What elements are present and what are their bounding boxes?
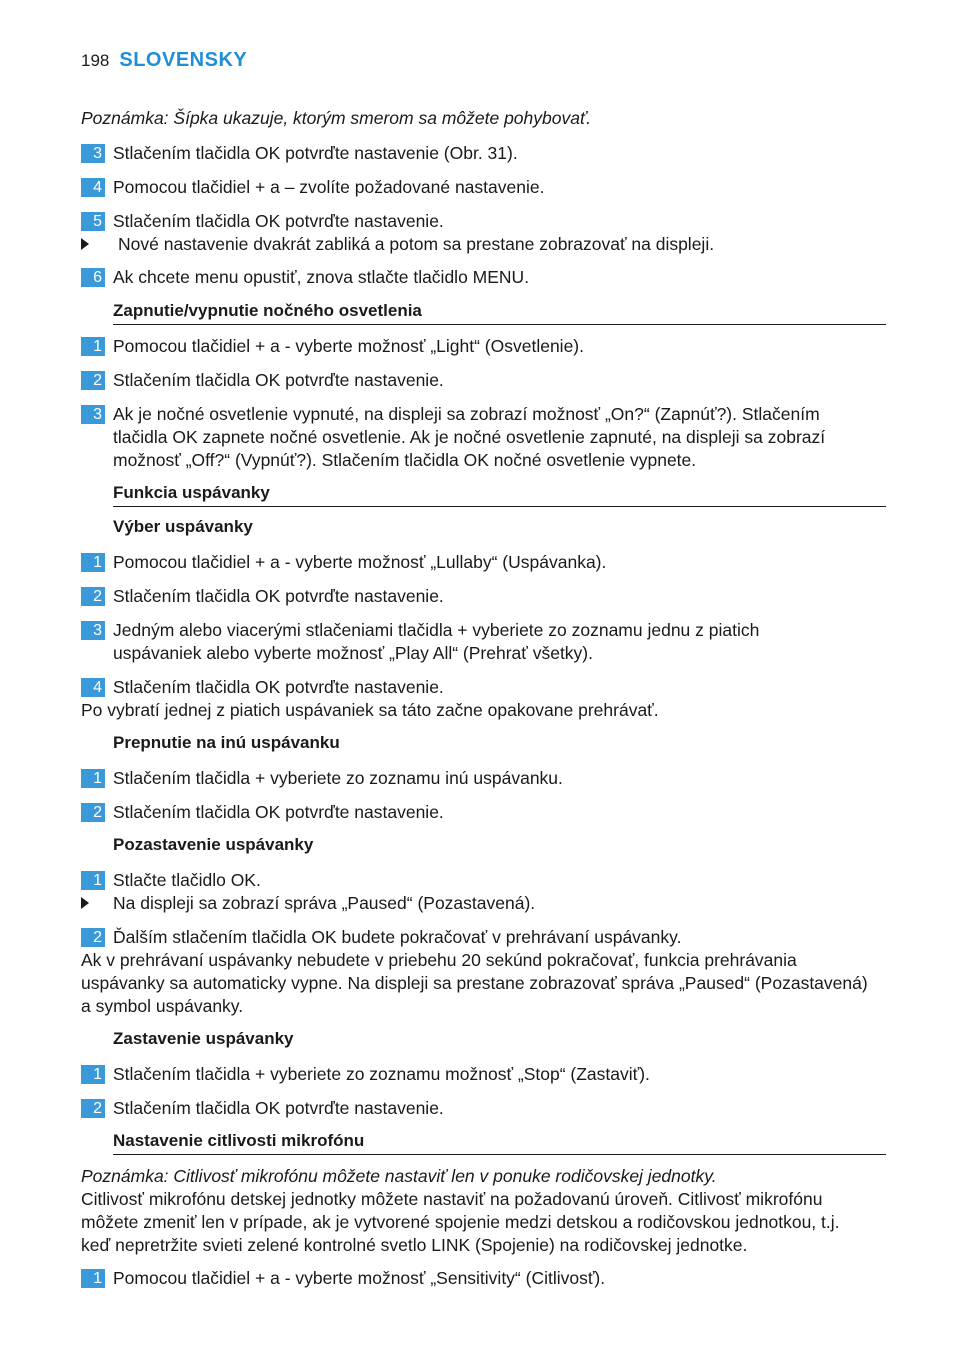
step-text: Pomocou tlačidiel + a – zvolíte požadované nastavenie.: [113, 177, 545, 197]
step-badge: 1: [81, 1269, 105, 1288]
step-text: Stlačením tlačidla OK potvrďte nastavenie.: [113, 586, 444, 606]
step-text: Stlačením tlačidla OK potvrďte nastavenie.: [113, 211, 444, 231]
step-text: Stlačením tlačidla OK potvrďte nastavenie.: [113, 802, 444, 822]
step-badge: 3: [81, 144, 105, 163]
result-arrow-icon: [81, 897, 89, 909]
step-text: tlačidla OK zapnete nočné osvetlenie. Ak je nočné osvetlenie zapnuté, na displeji sa zobrazí: [113, 427, 826, 447]
subheading-pause: Pozastavenie uspávanky: [113, 835, 314, 854]
body-text: uspávanky sa automaticky vypne. Na displeji sa prestane zobrazovať správa „Paused“ (Pozastavená): [81, 973, 868, 993]
step-badge: 3: [81, 621, 105, 640]
step-badge: 1: [81, 553, 105, 572]
step-text: Stlačením tlačidla + vyberiete zo zoznamu možnosť „Stop“ (Zastaviť).: [113, 1064, 650, 1084]
step-text: Pomocou tlačidiel + a - vyberte možnosť „Light“ (Osvetlenie).: [113, 336, 584, 356]
step-text: uspávaniek alebo vyberte možnosť „Play All“ (Prehrať všetky).: [113, 643, 593, 663]
step-badge: 1: [81, 769, 105, 788]
section-heading-lullaby: Funkcia uspávanky: [113, 482, 886, 507]
step-text: Stlačením tlačidla OK potvrďte nastavenie (Obr. 31).: [113, 143, 518, 163]
body-text: Ak v prehrávaní uspávanky nebudete v priebehu 20 sekúnd pokračovať, funkcia prehrávania: [81, 950, 797, 970]
step-badge: 6: [81, 268, 105, 287]
note-mic: Poznámka: Citlivosť mikrofónu môžete nastaviť len v ponuke rodičovskej jednotky.: [81, 1166, 717, 1186]
body-text: Po vybratí jednej z piatich uspávaniek sa táto začne opakovane prehrávať.: [81, 700, 659, 720]
subheading-select: Výber uspávanky: [113, 517, 253, 536]
step-text: Ak je nočné osvetlenie vypnuté, na displeji sa zobrazí možnosť „On?“ (Zapnúť?). Stlačením: [113, 404, 820, 424]
result-text: Na displeji sa zobrazí správa „Paused“ (Pozastavená).: [113, 893, 536, 913]
step-text: Pomocou tlačidiel + a - vyberte možnosť „Lullaby“ (Uspávanka).: [113, 552, 607, 572]
body-text: môžete zmeniť len v prípade, ak je vytvorené spojenie medzi detskou a rodičovskou jednotkou, t.j.: [81, 1212, 840, 1232]
section-heading-light: Zapnutie/vypnutie nočného osvetlenia: [113, 300, 886, 325]
page-number: 198: [81, 51, 110, 70]
step-badge: 2: [81, 928, 105, 947]
step-badge: 3: [81, 405, 105, 424]
section-heading-mic: Nastavenie citlivosti mikrofónu: [113, 1130, 886, 1155]
step-text: Stlačením tlačidla OK potvrďte nastavenie.: [113, 677, 444, 697]
step-badge: 2: [81, 587, 105, 606]
subheading-switch: Prepnutie na inú uspávanku: [113, 733, 340, 752]
step-text: Pomocou tlačidiel + a - vyberte možnosť „Sensitivity“ (Citlivosť).: [113, 1268, 606, 1288]
body-text: Citlivosť mikrofónu detskej jednotky môžete nastaviť na požadovanú úroveň. Citlivosť mikrofónu: [81, 1189, 823, 1209]
subheading-stop: Zastavenie uspávanky: [113, 1029, 294, 1048]
step-badge: 4: [81, 678, 105, 697]
step-text: Stlačením tlačidla OK potvrďte nastavenie.: [113, 1098, 444, 1118]
step-badge: 2: [81, 1099, 105, 1118]
step-text: Stlačením tlačidla + vyberiete zo zoznamu inú uspávanku.: [113, 768, 563, 788]
step-text: Ďalším stlačením tlačidla OK budete pokračovať v prehrávaní uspávanky.: [113, 927, 682, 947]
step-badge: 1: [81, 337, 105, 356]
step-text: Stlačte tlačidlo OK.: [113, 870, 261, 890]
result-text: Nové nastavenie dvakrát zabliká a potom sa prestane zobrazovať na displeji.: [118, 234, 715, 254]
step-text: Stlačením tlačidla OK potvrďte nastavenie.: [113, 370, 444, 390]
step-badge: 1: [81, 871, 105, 890]
step-text: Ak chcete menu opustiť, znova stlačte tlačidlo MENU.: [113, 267, 530, 287]
result-arrow-icon: [81, 238, 89, 250]
step-text: možnosť „Off?“ (Vypnúť?). Stlačením tlačidla OK nočné osvetlenie vypnete.: [113, 450, 697, 470]
body-text: keď nepretržite svieti zelené kontrolné svetlo LINK (Spojenie) na rodičovskej jednotke.: [81, 1235, 748, 1255]
step-badge: 2: [81, 803, 105, 822]
page-header: [81, 49, 247, 73]
step-badge: 4: [81, 178, 105, 197]
note-arrow: Poznámka: Šípka ukazuje, ktorým smerom sa môžete pohybovať.: [81, 108, 592, 128]
step-badge: 5: [81, 212, 105, 231]
step-text: Jedným alebo viacerými stlačeniami tlačidla + vyberiete zo zoznamu jednu z piatich: [113, 620, 760, 640]
language-title: SLOVENSKY: [119, 49, 248, 71]
body-text: a symbol uspávanky.: [81, 996, 244, 1016]
step-badge: 2: [81, 371, 105, 390]
step-badge: 1: [81, 1065, 105, 1084]
